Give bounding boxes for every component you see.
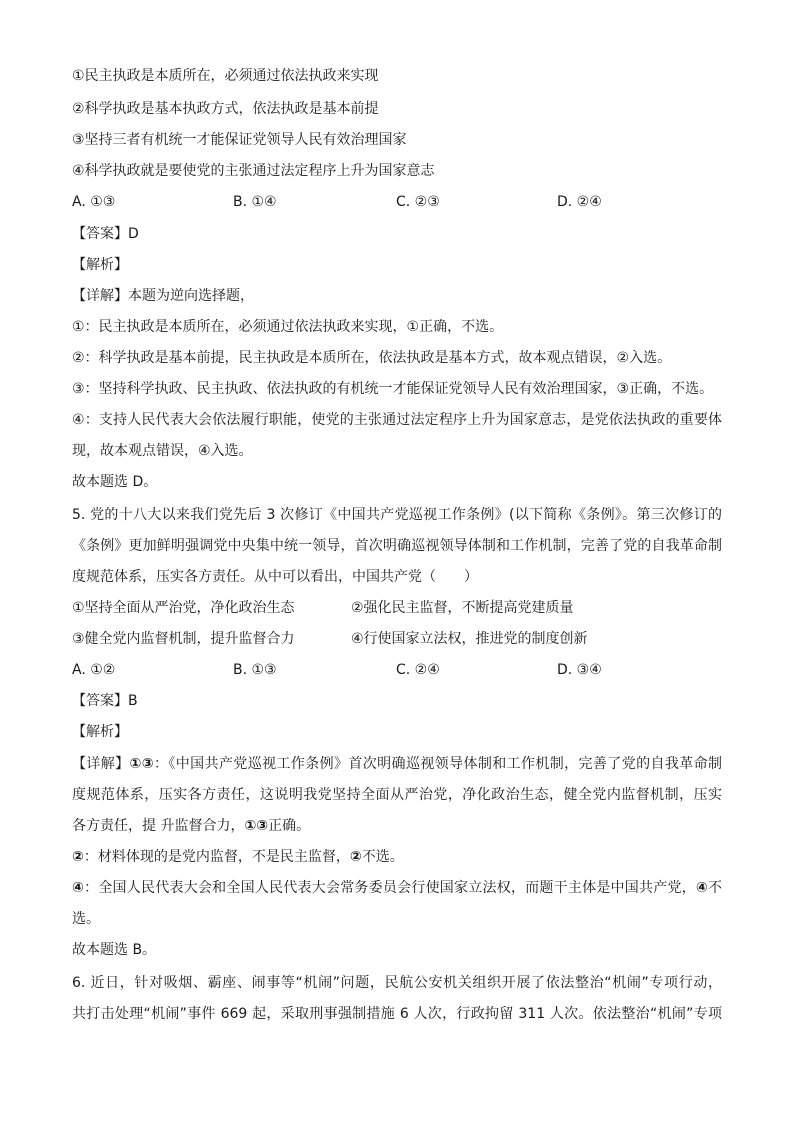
q5-answer — [72, 692, 138, 710]
q5-explanation-3a — [72, 879, 722, 897]
q5-stem-line-1: 5. 党的十八大以来我们党先后 3 次修订《中国共产党巡视工作条例》(以下简称《条例》。第三次修订的 — [72, 507, 722, 523]
q4-explanation-3: ③：坚持科学执政、民主执政、依法执政的有机统一才能保证党领导人民有效治理国家，③正确，不选。 — [72, 381, 714, 397]
q5-conclusion: 故本题选 B。 — [72, 942, 157, 958]
q5-explanation-2 — [72, 848, 404, 866]
q4-explanation-2: ②：科学执政是基本前提，民主执政是本质所在，依法执政是基本方式，故本观点错误，②入选。 — [72, 350, 672, 366]
q5-explanation-1a — [72, 755, 722, 773]
q5-analysis-label: 【解析】 — [72, 724, 128, 740]
key-numbers: ①③ — [244, 818, 269, 834]
detail-label: 【详解】 — [72, 756, 130, 772]
q5-option-b: B. ①③ — [233, 662, 277, 678]
q4-explanation-4b: 现，故本观点错误，④入选。 — [72, 443, 253, 459]
q4-explanation-4a: ④：支持人民代表大会依法履行职能，使党的主张通过法定程序上升为国家意志，是党依法执政的重要体 — [72, 412, 722, 428]
q4-option-b: B. ①④ — [233, 194, 277, 210]
q4-option-d: D. ②④ — [557, 194, 602, 210]
explanation-text: 正确。 — [268, 818, 311, 834]
q4-conclusion: 故本题选 D。 — [72, 474, 158, 490]
q4-analysis-label: 【解析】 — [72, 257, 128, 273]
q4-answer — [72, 225, 139, 243]
q5-explanation-3b: 选。 — [72, 911, 100, 927]
key-number: ② — [72, 849, 84, 865]
explanation-text: 不 — [708, 880, 723, 896]
key-number: ④ — [72, 880, 85, 896]
key-numbers: ①③ — [129, 756, 155, 772]
answer-value: D — [128, 226, 139, 242]
q5-explanation-1c — [72, 817, 310, 835]
answer-label: 【答案】 — [72, 693, 128, 709]
answer-label: 【答案】 — [72, 226, 128, 242]
detail-intro: 本题为逆向选择题， — [128, 288, 254, 304]
q4-statement-3: ③坚持三者有机统一才能保证党领导人民有效治理国家 — [72, 132, 407, 148]
q6-stem-line-1: 6. 近日，针对吸烟、霸座、闹事等“机闹”问题，民航公安机关组织开展了依法整治“机闹”专项行动， — [72, 975, 722, 991]
explanation-text: 不选。 — [361, 849, 404, 865]
q4-option-c: C. ②③ — [396, 194, 440, 210]
q5-explanation-1b: 度规范体系，压实各方责任，这说明我党坚持全面从严治党，净化政治生态，健全党内监督机制，压实 — [72, 787, 722, 803]
q5-statement-2: ②强化民主监督，不断提高党建质量 — [351, 600, 574, 616]
explanation-text: 各方责任，提 升监督合力， — [72, 818, 245, 834]
q5-option-c: C. ②④ — [396, 662, 440, 678]
key-number: ② — [349, 849, 362, 865]
key-number: ④ — [695, 880, 709, 896]
detail-label: 【详解】 — [72, 288, 128, 304]
answer-value: B — [128, 693, 138, 709]
q5-statement-3: ③健全党内监督机制，提升监督合力 — [72, 631, 295, 647]
q4-detail — [72, 287, 254, 305]
explanation-text: ：全国人民代表大会和全国人民代表大会常务委员会行使国家立法权，而题干主体是中国共产党， — [84, 880, 696, 896]
q5-stem-line-3: 度规范体系，压实各方责任。从中可以看出，中国共产党（ ） — [72, 569, 478, 585]
q5-statement-4: ④行使国家立法权，推进党的制度创新 — [351, 631, 588, 647]
q5-option-a: A. ①② — [72, 662, 116, 678]
explanation-text: ：材料体现的是党内监督，不是民主监督， — [83, 849, 350, 865]
q4-statement-4: ④科学执政就是要使党的主张通过法定程序上升为国家意志 — [72, 163, 435, 179]
q4-statement-1: ①民主执政是本质所在，必须通过依法执政来实现 — [72, 68, 379, 84]
q4-statement-2: ②科学执政是基本执政方式，依法执政是基本前提 — [72, 101, 379, 117]
explanation-text: ：《中国共产党巡视工作条例》首次明确巡视领导体制和工作机制，完善了党的自我革命制 — [154, 756, 723, 772]
q4-explanation-1: ①：民主执政是本质所在，必须通过依法执政来实现，①正确，不选。 — [72, 319, 504, 335]
q5-statement-1: ①坚持全面从严治党，净化政治生态 — [72, 600, 295, 616]
q5-stem-line-2: 《条例》更加鲜明强调党中央集中统一领导，首次明确巡视领导体制和工作机制，完善了党的自我革命制 — [72, 538, 722, 554]
q6-stem-line-2: 共打击处理“机闹”事件 669 起，采取刑事强制措施 6 人次，行政拘留 311 人次。依法整治“机闹”专项 — [72, 1006, 722, 1022]
q4-option-a: A. ①③ — [72, 194, 116, 210]
q5-option-d: D. ③④ — [557, 662, 602, 678]
